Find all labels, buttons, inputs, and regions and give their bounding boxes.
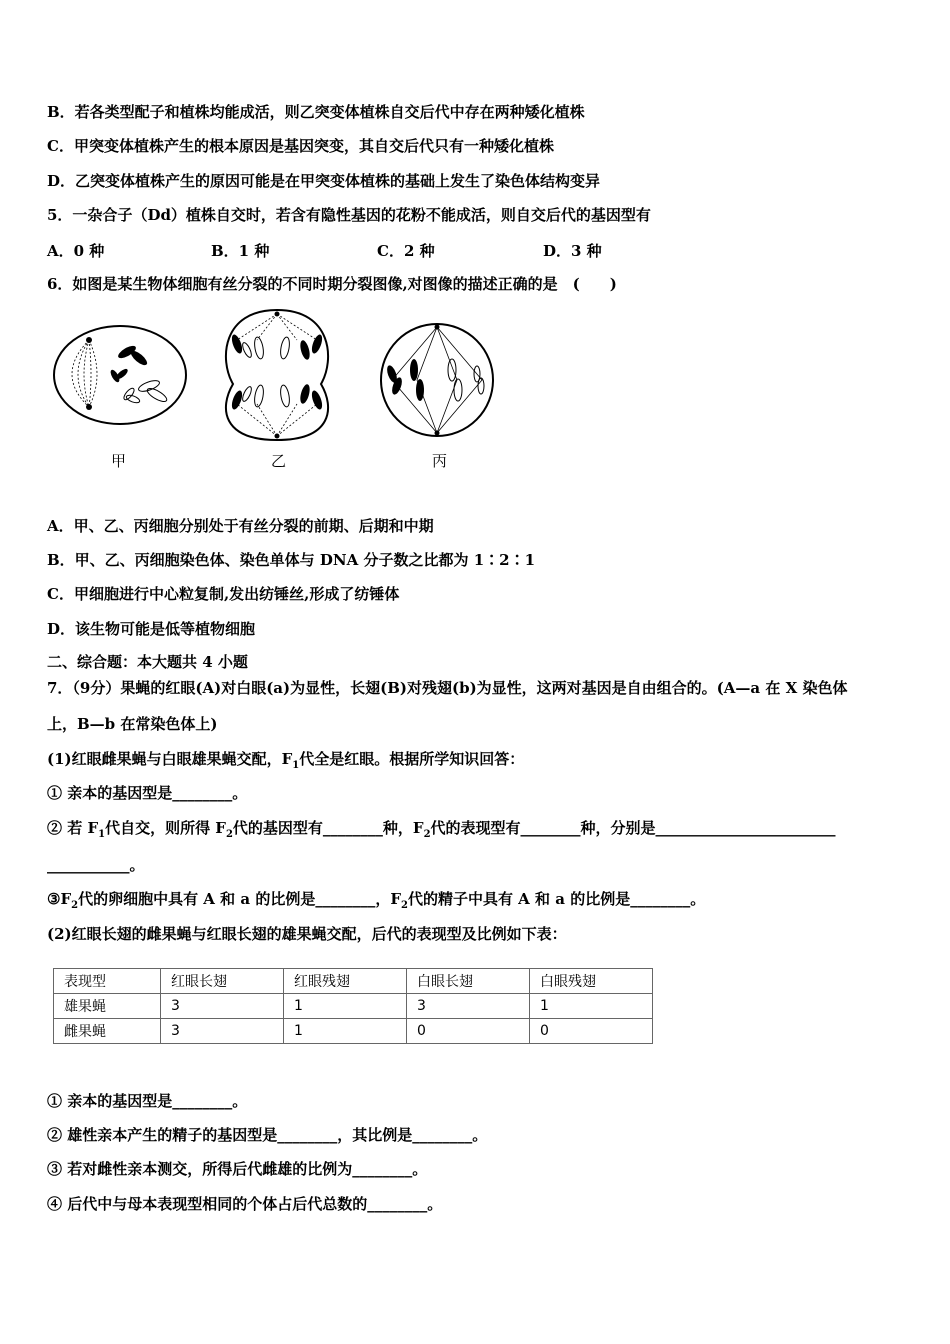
q4-option-b: B．若各类型配子和植株均能成活，则乙突变体植株自交后代中存在两种矮化植株: [47, 103, 585, 121]
table-cell: 0: [407, 1019, 530, 1044]
cell-jia: [54, 326, 186, 424]
q6-option-a: A．甲、乙、丙细胞分别处于有丝分裂的前期、后期和中期: [47, 517, 434, 535]
q7-stem-line2: 上，B—b 在常染色体上): [47, 715, 218, 733]
q5-option-c: C．2 种: [377, 242, 435, 260]
table-cell: 1: [530, 994, 653, 1019]
label-yi: 乙: [271, 452, 287, 470]
q5-option-b: B．1 种: [211, 242, 270, 260]
q4-option-c: C．甲突变体植株产生的根本原因是基因突变，其自交后代只有一种矮化植株: [47, 137, 554, 155]
q7-part2-q2: ② 雄性亲本产生的精子的基因型是________，其比例是________。: [47, 1126, 488, 1144]
q7-part2-q1: ① 亲本的基因型是________。: [47, 1092, 248, 1110]
q6-option-d: D．该生物可能是低等植物细胞: [47, 620, 256, 638]
table-header-cell: 表现型: [54, 969, 161, 994]
label-bing: 丙: [432, 452, 448, 470]
cell-bing: [381, 324, 493, 436]
table-cell: 1: [284, 1019, 407, 1044]
table-header-cell: 白眼残翅: [530, 969, 653, 994]
q7-part2-intro: (2)红眼长翅的雌果蝇与红眼长翅的雄果蝇交配，后代的表现型及比例如下表：: [47, 925, 567, 943]
label-jia: 甲: [111, 452, 127, 470]
table-cell: 3: [161, 1019, 284, 1044]
q4-option-d: D．乙突变体植株产生的原因可能是在甲突变体植株的基础上发生了染色体结构变异: [47, 172, 601, 190]
q7-part1-q2-cont: ___________。: [47, 856, 145, 874]
q7-part1-q3: $③F_2$代的卵细胞中具有 A 和 a 的比例是________，$F_2$代的精子中具有 A 和 a 的比例是________。: [47, 890, 706, 911]
table-cell: 0: [530, 1019, 653, 1044]
table-header-row: [54, 969, 653, 994]
table-cell: 3: [407, 994, 530, 1019]
table-row: [54, 1019, 653, 1044]
table-row: [54, 994, 653, 1019]
table-header-cell: 红眼残翅: [284, 969, 407, 994]
table-cell: 3: [161, 994, 284, 1019]
phenotype-table: [53, 968, 653, 1044]
q7-part1-q2: ② 若 $F_1$代自交，则所得 $F_2$代的基因型有________种，$F_2$代的表现型有________种，分别是________________________: [47, 819, 836, 840]
q5-option-a: A．0 种: [47, 242, 105, 260]
q6-stem: 6．如图是某生物体细胞有丝分裂的不同时期分裂图像,对图像的描述正确的是 ( ): [47, 275, 617, 293]
q7-part2-q4: ④ 后代中与母本表现型相同的个体占后代总数的________。: [47, 1195, 443, 1213]
q7-part2-q3: ③ 若对雌性亲本测交，所得后代雌雄的比例为________。: [47, 1160, 428, 1178]
table-header-cell: 白眼长翅: [407, 969, 530, 994]
q7-part1-q1: ① 亲本的基因型是________。: [47, 784, 248, 802]
q7-stem-line1: 7．（9分）果蝇的红眼(A)对白眼(a)为显性，长翅(B)对残翅(b)为显性，这两对基因是自由组合的。(A—a 在 X 染色体: [47, 679, 848, 697]
q5-stem: 5．一杂合子（Dd）植株自交时，若含有隐性基因的花粉不能成活，则自交后代的基因型有: [47, 206, 651, 224]
q6-option-c: C．甲细胞进行中心粒复制,发出纺锤丝,形成了纺锤体: [47, 585, 400, 603]
q6-option-b: B．甲、乙、丙细胞染色体、染色单体与 DNA 分子数之比都为 1∶2∶1: [47, 551, 536, 569]
q7-part1-intro: (1)红眼雌果蝇与白眼雄果蝇交配，$F_1$代全是红眼。根据所学知识回答：: [47, 750, 525, 771]
table-header-cell: 红眼长翅: [161, 969, 284, 994]
table-cell: 1: [284, 994, 407, 1019]
table-cell: 雌果蝇: [54, 1019, 161, 1044]
section-2-heading: 二、综合题：本大题共 4 小题: [47, 653, 248, 671]
table-cell: 雄果蝇: [54, 994, 161, 1019]
q5-option-d: D．3 种: [543, 242, 602, 260]
mitosis-figure: [47, 300, 517, 480]
cell-yi: [226, 310, 328, 440]
